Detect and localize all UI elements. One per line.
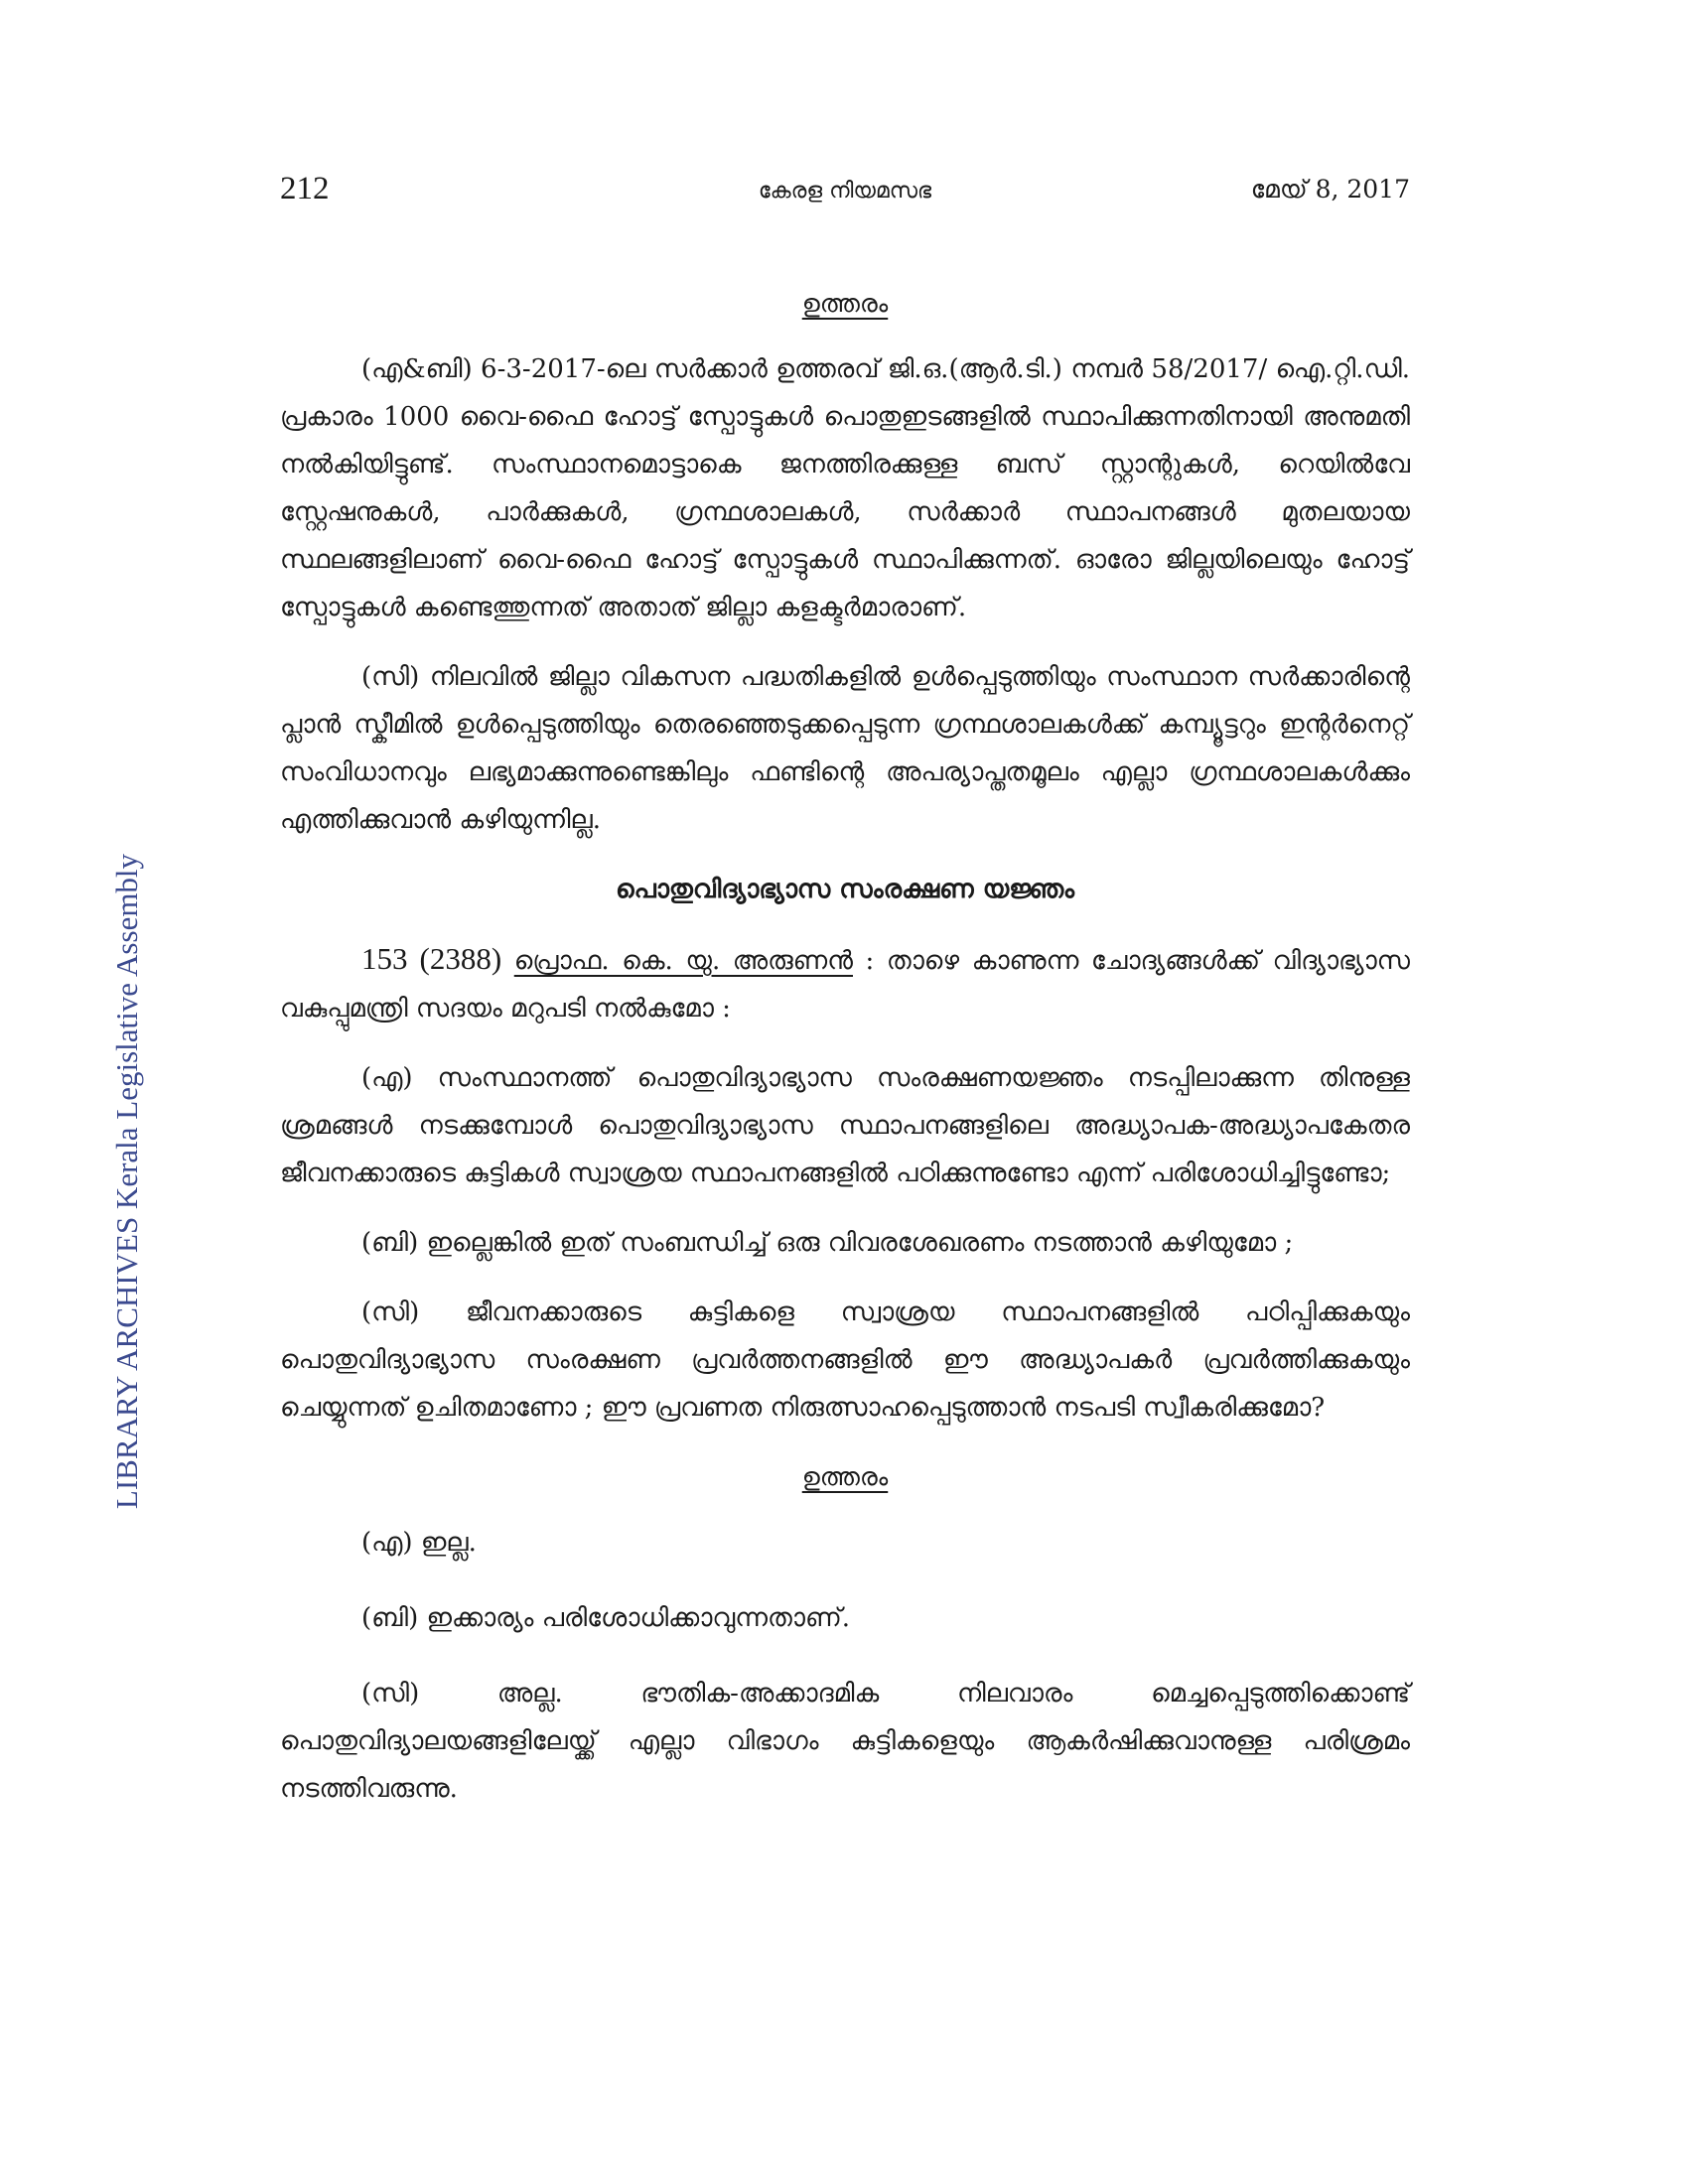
question-part-c: (സി) ജീവനക്കാരുടെ കുട്ടികളെ സ്വാശ്രയ സ്ഥാപനങ്ങളിൽ പഠിപ്പിക്കുകയും പൊതുവിദ്യാഭ്യാസ സംരക്ഷണ പ്രവർത്തനങ്ങളിൽ ഈ അദ്ധ്യാപകർ പ്രവർത്തിക്കുകയും ചെയ്യുന്നത് ഉചിതമാണോ ; ഈ പ്രവണത നിരുത്സാഹപ്പെടുത്താൻ നടപടി സ്വീകരിക്കുമോ? (280, 1297, 1410, 1423)
page-number: 212 (280, 171, 330, 206)
page-header (280, 171, 1410, 216)
header-date: മേയ് 8, 2017 (1250, 175, 1410, 204)
answer-part-a: (എ) ഇല്ല. (361, 1528, 477, 1558)
answer-part-b: (ബി) ഇക്കാര്യം പരിശോധിക്കാവുന്നതാണ്. (361, 1603, 851, 1633)
answer-heading: ഉത്തരം (801, 289, 889, 318)
answer-paragraph-ab: (എ&ബി) 6-3-2017-ലെ സർക്കാർ ഉത്തരവ് ജി.ഒ.(ആർ.ടി.) നമ്പർ 58/2017/ ഐ.റ്റി.ഡി. പ്രകാരം 1000 വൈ-ഫൈ ഹോട്ട് സ്പോട്ടുകൾ പൊതുഇടങ്ങളിൽ സ്ഥാപിക്കുന്നതിനായി അനുമതി നൽകിയിട്ടുണ്ട്. സംസ്ഥാനമൊട്ടാകെ ജനത്തിരക്കുള്ള ബസ് സ്റ്റാന്റുകൾ, റെയിൽവേ സ്റ്റേഷനുകൾ, പാർക്കുകൾ, ഗ്രന്ഥശാലകൾ, സർക്കാർ സ്ഥാപനങ്ങൾ മുതലയായ സ്ഥലങ്ങളിലാണ് വൈ-ഫൈ ഹോട്ട് സ്പോട്ടുകൾ സ്ഥാപിക്കുന്നത്. ഓരോ ജില്ലയിലെയും ഹോട്ട് സ്പോട്ടുകൾ കണ്ടെത്തുന്നത് അതാത് ജില്ലാ കളക്ടർമാരാണ്. (280, 354, 1410, 622)
question-intro-text: : താഴെ കാണുന്ന ചോദ്യങ്ങൾക്ക് വിദ്യാഭ്യാസ വകുപ്പുമന്ത്രി സദയം മറുപടി നൽകുമോ : (280, 946, 1410, 1024)
answer-heading-2: ഉത്തരം (801, 1462, 889, 1491)
page-body (280, 280, 1410, 1835)
question-intro (280, 935, 1410, 1032)
question-member: പ്രൊഫ. കെ. യു. അരുണൻ (513, 946, 853, 976)
question-number: 153 (2388) (361, 941, 502, 976)
running-title: കേരള നിയമസഭ (758, 179, 932, 204)
question-part-a: (എ) സംസ്ഥാനത്ത് പൊതുവിദ്യാഭ്യാസ സംരക്ഷണയജ്ഞം നടപ്പിലാക്കുന്ന തിനുള്ള ശ്രമങ്ങൾ നടക്കുമ്പോൾ പൊതുവിദ്യാഭ്യാസ സ്ഥാപനങ്ങളിലെ അദ്ധ്യാപക-അദ്ധ്യാപകേതര ജീവനക്കാരുടെ കുട്ടികൾ സ്വാശ്രയ സ്ഥാപനങ്ങളിൽ പഠിക്കുന്നുണ്ടോ എന്ന് പരിശോധിച്ചിട്ടുണ്ടോ; (280, 1063, 1410, 1188)
question-title: പൊതുവിദ്യാഭ്യാസ സംരക്ഷണ യജ്ഞം (615, 875, 1075, 904)
question-part-b: (ബി) ഇല്ലെങ്കിൽ ഇത് സംബന്ധിച്ച് ഒരു വിവരശേഖരണം നടത്താൻ കഴിയുമോ ; (361, 1228, 1294, 1258)
answer-paragraph-c: (സി) നിലവിൽ ജില്ലാ വികസന പദ്ധതികളിൽ ഉൾപ്പെടുത്തിയും സംസ്ഥാന സർക്കാരിന്റെ പ്ലാൻ സ്കീമിൽ ഉൾപ്പെടുത്തിയും തെരഞ്ഞെടുക്കപ്പെടുന്ന ഗ്രന്ഥശാലകൾക്ക് കമ്പ്യൂട്ടറും ഇന്റർനെറ്റ് സംവിധാനവും ലഭ്യമാക്കുന്നുണ്ടെങ്കിലും ഫണ്ടിന്റെ അപര്യാപ്തതമൂലം എല്ലാ ഗ്രന്ഥശാലകൾക്കും എത്തിക്കുവാൻ കഴിയുന്നില്ല. (280, 662, 1410, 835)
answer-part-c: (സി) അല്ല. ഭൗതിക-അക്കാദമിക നിലവാരം മെച്ചപ്പെടുത്തിക്കൊണ്ട് പൊതുവിദ്യാലയങ്ങളിലേയ്ക്ക് എല്ലാ വിഭാഗം കുട്ടികളെയും ആകർഷിക്കുവാനുള്ള പരിശ്രമം നടത്തിവരുന്നു. (280, 1679, 1410, 1804)
archive-watermark: LIBRARY ARCHIVES Kerala Legislative Assembly (109, 853, 144, 1510)
